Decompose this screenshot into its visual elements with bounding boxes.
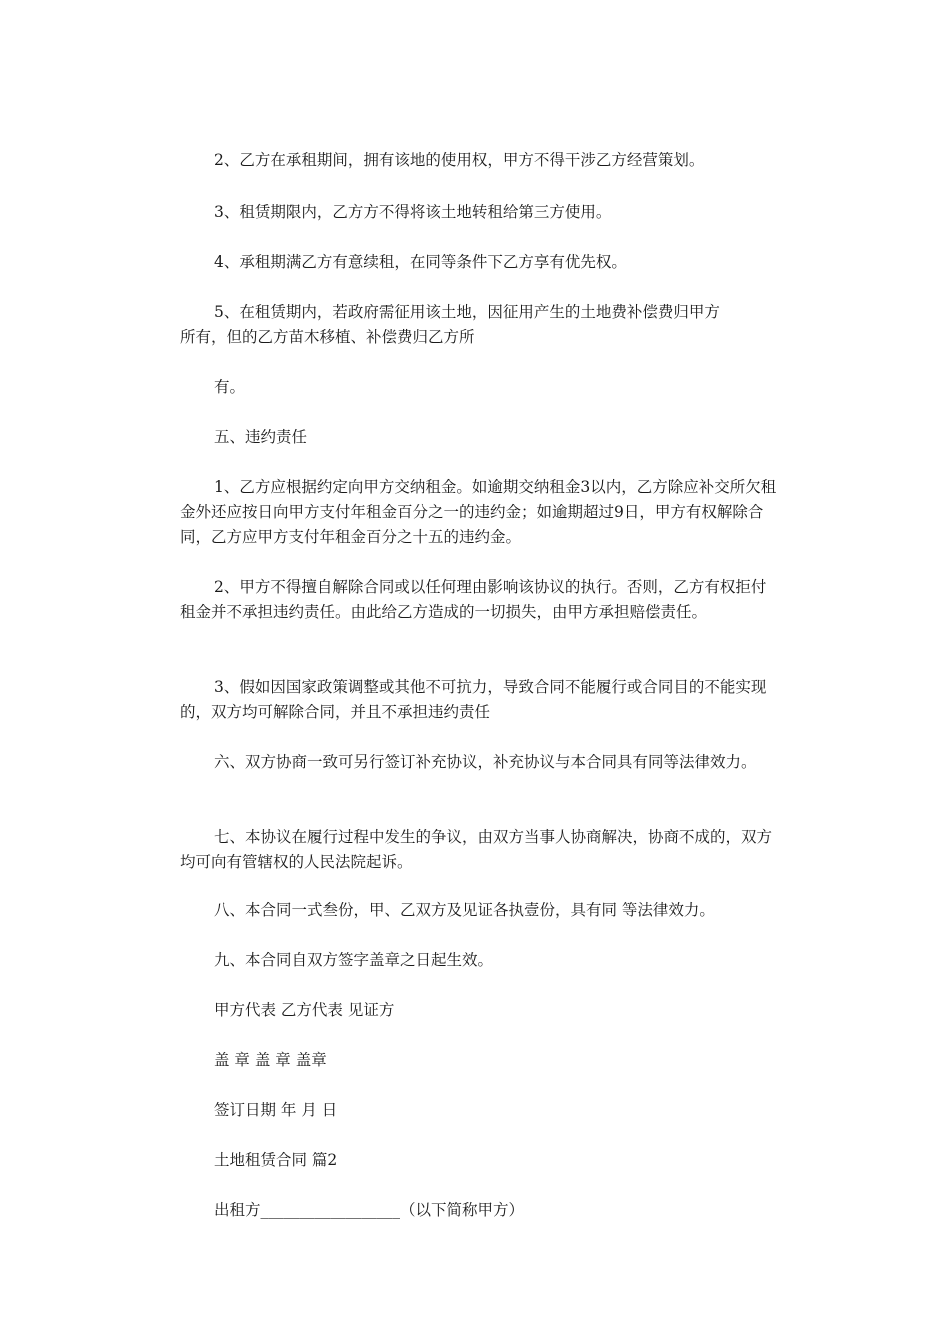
- clause-5-expropriation-line-3: 有。: [214, 378, 246, 396]
- section-8-copies: 八、本合同一式叁份，甲、乙双方及见证各执壹份，具有同 等法律效力。: [214, 901, 715, 919]
- section-5-heading: 五、违约责任: [214, 428, 308, 446]
- signing-date: 签订日期 年 月 日: [214, 1101, 338, 1119]
- clause-3-no-sublease: 3、租赁期限内，乙方方不得将该土地转租给第三方使用。: [214, 203, 612, 221]
- section-9-effective: 九、本合同自双方签字盖章之日起生效。: [214, 951, 494, 969]
- signatory-representatives: 甲方代表 乙方代表 见证方: [214, 1001, 395, 1019]
- clause-2-usage-right: 2、乙方在承租期间，拥有该地的使用权，甲方不得干涉乙方经营策划。: [214, 151, 705, 169]
- breach-clause-1: 1、乙方应根据约定向甲方交纳租金。如逾期交纳租金3以内，乙方除应补交所欠租金外还应按日向甲方支付年租金百分之一的违约金；如逾期超过9日，甲方有权解除合同，乙方应甲方支付年租金百分之十五的违约金。: [180, 478, 777, 546]
- section-7-disputes: 七、本协议在履行过程中发生的争议，由双方当事人协商解决，协商不成的，双方均可向有管辖权的人民法院起诉。: [180, 828, 773, 871]
- signatory-seals: 盖 章 盖 章 盖章: [214, 1051, 327, 1069]
- section-6-supplementary: 六、双方协商一致可另行签订补充协议，补充协议与本合同具有同等法律效力。: [214, 753, 757, 771]
- breach-clause-3: 3、假如因国家政策调整或其他不可抗力，导致合同不能履行或合同目的不能实现的，双方均可解除合同，并且不承担违约责任: [180, 678, 767, 721]
- clause-4-renewal-priority: 4、承租期满乙方有意续租，在同等条件下乙方享有优先权。: [214, 253, 627, 271]
- clause-5-expropriation-line-2: 所有，但的乙方苗木移植、补偿费归乙方所: [180, 328, 475, 346]
- lessor-line: 出租方__________________（以下简称甲方）: [214, 1201, 525, 1219]
- breach-clause-2: 2、甲方不得擅自解除合同或以任何理由影响该协议的执行。否则，乙方有权拒付租金并不承担违约责任。由此给乙方造成的一切损失，由甲方承担赔偿责任。: [180, 578, 767, 621]
- contract-2-title: 土地租赁合同 篇2: [214, 1151, 338, 1169]
- clause-5-expropriation-line-1: 5、在租赁期内，若政府需征用该土地，因征用产生的土地费补偿费归甲方: [214, 303, 720, 321]
